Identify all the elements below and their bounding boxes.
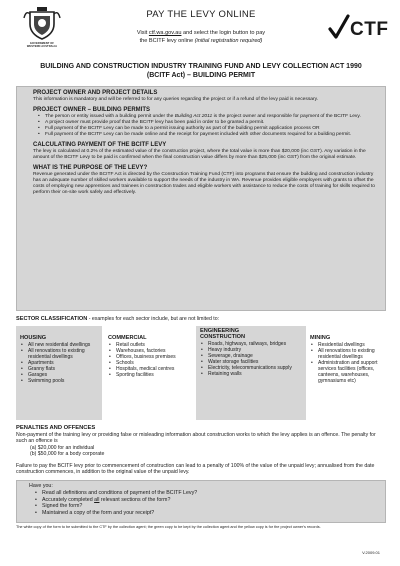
commercial-list [108,342,192,378]
list-item: • Roads, highways, railways, bridges [200,341,304,347]
list-item: • Granny flats [20,366,100,372]
list-item: • Sporting facilities [108,372,192,378]
engineering-heading-line1: ENGINEERING [200,328,240,334]
mining-column [310,335,384,384]
calculating-payment-text: The levy is calculated at 0.2% of the estimated value of the construction project, where the total value is more than $20,000 (inc GST). Any variation in the amount of the BCITF Levy to be paid is confirmed when the final construction value differs by more than $25,000 (inc GST) from the original estimate. [33,148,366,160]
penalties-text: Non-payment of the training levy or providing false or misleading information about construction works to which the levy applies is an offence. The penalty for such an offence is [16,432,376,445]
ctf-logo-text: CTF [350,19,389,40]
registration-note: (initial registration required) [194,38,263,44]
list-item: • Electricity, telecommunications supply [200,365,304,371]
penalty-individual: (a) $20,000 for an individual [30,444,95,451]
header [16,0,389,60]
form-title-line2: (BCITF Act) – BUILDING PERMIT [146,72,256,79]
list-item: • Swimming pools [20,378,100,384]
visit-suffix: and select the login button to pay [181,30,266,36]
building-permits-heading: PROJECT OWNER – BUILDING PERMITS [33,107,151,113]
project-details-heading: PROJECT OWNER AND PROJECT DETAILS [33,90,158,96]
ctf-check-icon [328,14,350,42]
penalty-body-corporate: (b) $50,000 for a body corporate [30,451,105,458]
information-box [16,86,386,311]
penalties-heading: PENALTIES AND OFFENCES [16,425,96,431]
form-title [16,62,386,80]
commercial-column [108,335,192,378]
engineering-heading-line2: CONSTRUCTION [200,334,246,340]
ctf-logo [328,14,389,42]
levy-purpose-heading: WHAT IS THE PURPOSE OF THE LEVY? [33,164,148,171]
housing-heading: HOUSING [20,335,47,341]
checklist-heading: Have you: [29,483,53,490]
sector-grid [16,326,386,420]
list-item: • Retail outlets [108,342,192,348]
list-item: • Sewerage, drainage [200,353,304,359]
list-item: • A project owner must provide proof that the BCITF levy has been paid in order to be granted a permit. [40,120,375,126]
engineering-column [200,328,304,377]
list-item: • Water storage facilities [200,359,304,365]
list-item: • Residential dwellings [310,342,384,348]
copy-distribution-note: The white copy of the form to be submitted to the CTF by the collection agent; the green copy to be kept by the collection agent and the yellow copy is for the project owner's records. [16,525,321,530]
ctf-website-link[interactable]: ctf.wa.gov.au [148,30,182,36]
visit-prefix: Visit [136,30,149,36]
calculating-payment-heading: CALCULATING PAYMENT OF THE BCITF LEVY [33,141,167,148]
checklist-item: • Maintained a copy of the form and your receipt? [35,510,375,517]
engineering-list [200,341,304,377]
list-item: • Warehouses, factories [108,348,192,354]
list-item: • Full payment of the BCITF Levy can be made online and the receipt for payment included with other documents required for a building permit. [40,132,375,138]
visit-line2: the BCITF levy online [139,38,195,44]
pay-online-title: PAY THE LEVY ONLINE [146,9,256,20]
form-version: V.2009.01 [362,550,380,555]
sector-classification-intro [16,316,386,323]
list-item: • All renovations to existing residential dwellings [310,348,384,360]
list-item: • Retaining walls [200,371,304,377]
list-item: • All new residential dwellings [20,342,100,348]
list-item: • Full payment of the BCITF Levy can be made to a permit issuing authority as part of the building permit application process OR [40,126,375,132]
crest-caption-line1: GOVERNMENT OF [29,42,55,45]
list-item: • Offices, business premises [108,354,192,360]
levy-purpose-text: Revenue generated under the BCITF Act is directed by the Construction Training Fund (CTF) into programs that ensure the building and construction industry has an adequate number of skilled workers available to support the needs of the industry in WA. Revenue provides eligible employers with grants to offset the costs of employing new apprentices and trainees in construction trades and eligible workers with assistance to reduce the costs of training for skills required to perform their on-site work safely and effectively. [33,171,375,195]
housing-list [20,342,100,384]
list-item: • Administration and support services facilities (offices, canteens, warehouses, gymnasiums etc) [310,360,384,384]
sector-classification-label: SECTOR CLASSIFICATION [16,316,88,322]
failure-to-pay-text: Failure to pay the BCITF levy prior to commencement of construction can lead to a penalty of 100% of the value of the unpaid levy; annualised from the date construction commences, in addition to the original value of the unpaid levy. [16,462,375,476]
list-item: • Heavy industry [200,347,304,353]
form-title-line1: BUILDING AND CONSTRUCTION INDUSTRY TRAINING FUND AND LEVY COLLECTION ACT 1990 [40,63,362,70]
mining-list [310,342,384,384]
checklist-list [35,490,375,517]
checklist-box [16,480,386,523]
checklist-item: • Signed the form? [35,503,375,510]
commercial-heading: COMMERCIAL [108,335,147,341]
housing-column [20,335,100,384]
checklist-item: • Accurately completed all relevant sections of the form? [35,497,375,504]
project-details-text: This information is mandatory and will be referred to for any queries regarding the project or if a refund of the levy paid is necessary. [33,97,319,102]
list-item: • The person or entity issued with a building permit under the Building Act 2011 is the project owner and responsible for payment of the BCITF Levy. [40,114,375,120]
mining-heading: MINING [310,335,331,341]
list-item: • Apartments [20,360,100,366]
building-permits-list [40,114,375,138]
sector-classification-note: - examples for each sector include, but are not limited to: [87,316,220,322]
crest-caption-line2: WESTERN AUSTRALIA [26,45,58,48]
building-act-reference: Building Act 2011 [174,114,213,119]
list-item: • All renovations to existing residential dwellings [20,348,100,360]
checklist-item: • Read all definitions and conditions of payment of the BCITF Levy? [35,490,375,497]
list-item: • Schools [108,360,192,366]
list-item: • Hospitals, medical centres [108,366,192,372]
list-item: • Garages [20,372,100,378]
